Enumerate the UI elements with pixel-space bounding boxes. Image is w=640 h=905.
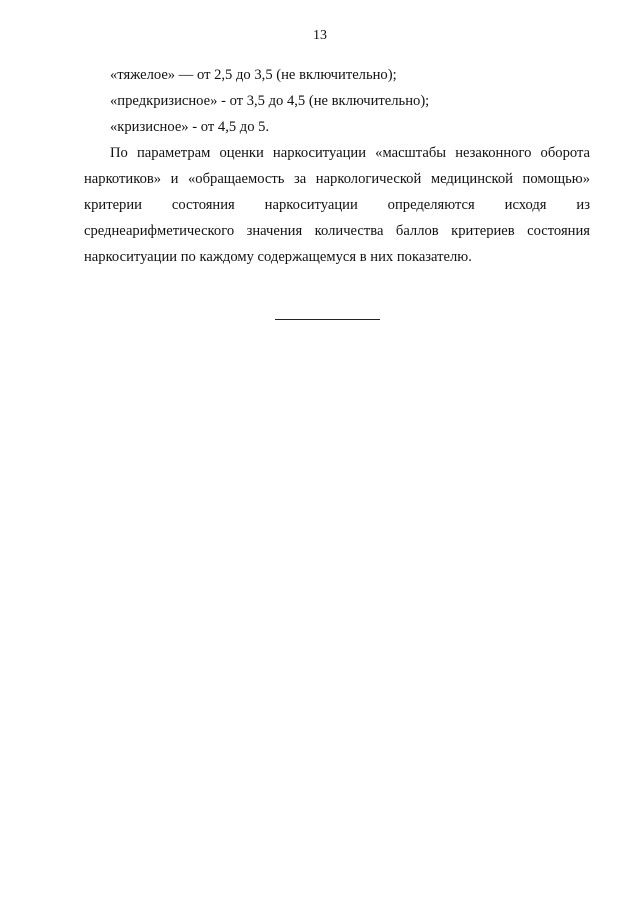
document-body bbox=[84, 62, 590, 270]
end-divider-line bbox=[275, 319, 380, 320]
body-paragraph: По параметрам оценки наркоситуации «масштабы незаконного оборота наркотиков» и «обращаемость за наркологической медицинской помощью» критерии состояния наркоситуации определяются исходя из среднеарифметического значения количества баллов критериев состояния наркоситуации по каждому содержащемуся в них показателю. bbox=[84, 145, 590, 265]
criteria-item-heavy: «тяжелое» — от 2,5 до 3,5 (не включительно); bbox=[110, 67, 397, 83]
criteria-item-crisis: «кризисное» - от 4,5 до 5. bbox=[110, 119, 270, 135]
criteria-item-precrisis: «предкризисное» - от 3,5 до 4,5 (не включительно); bbox=[110, 93, 430, 109]
page-number: 13 bbox=[313, 28, 327, 43]
